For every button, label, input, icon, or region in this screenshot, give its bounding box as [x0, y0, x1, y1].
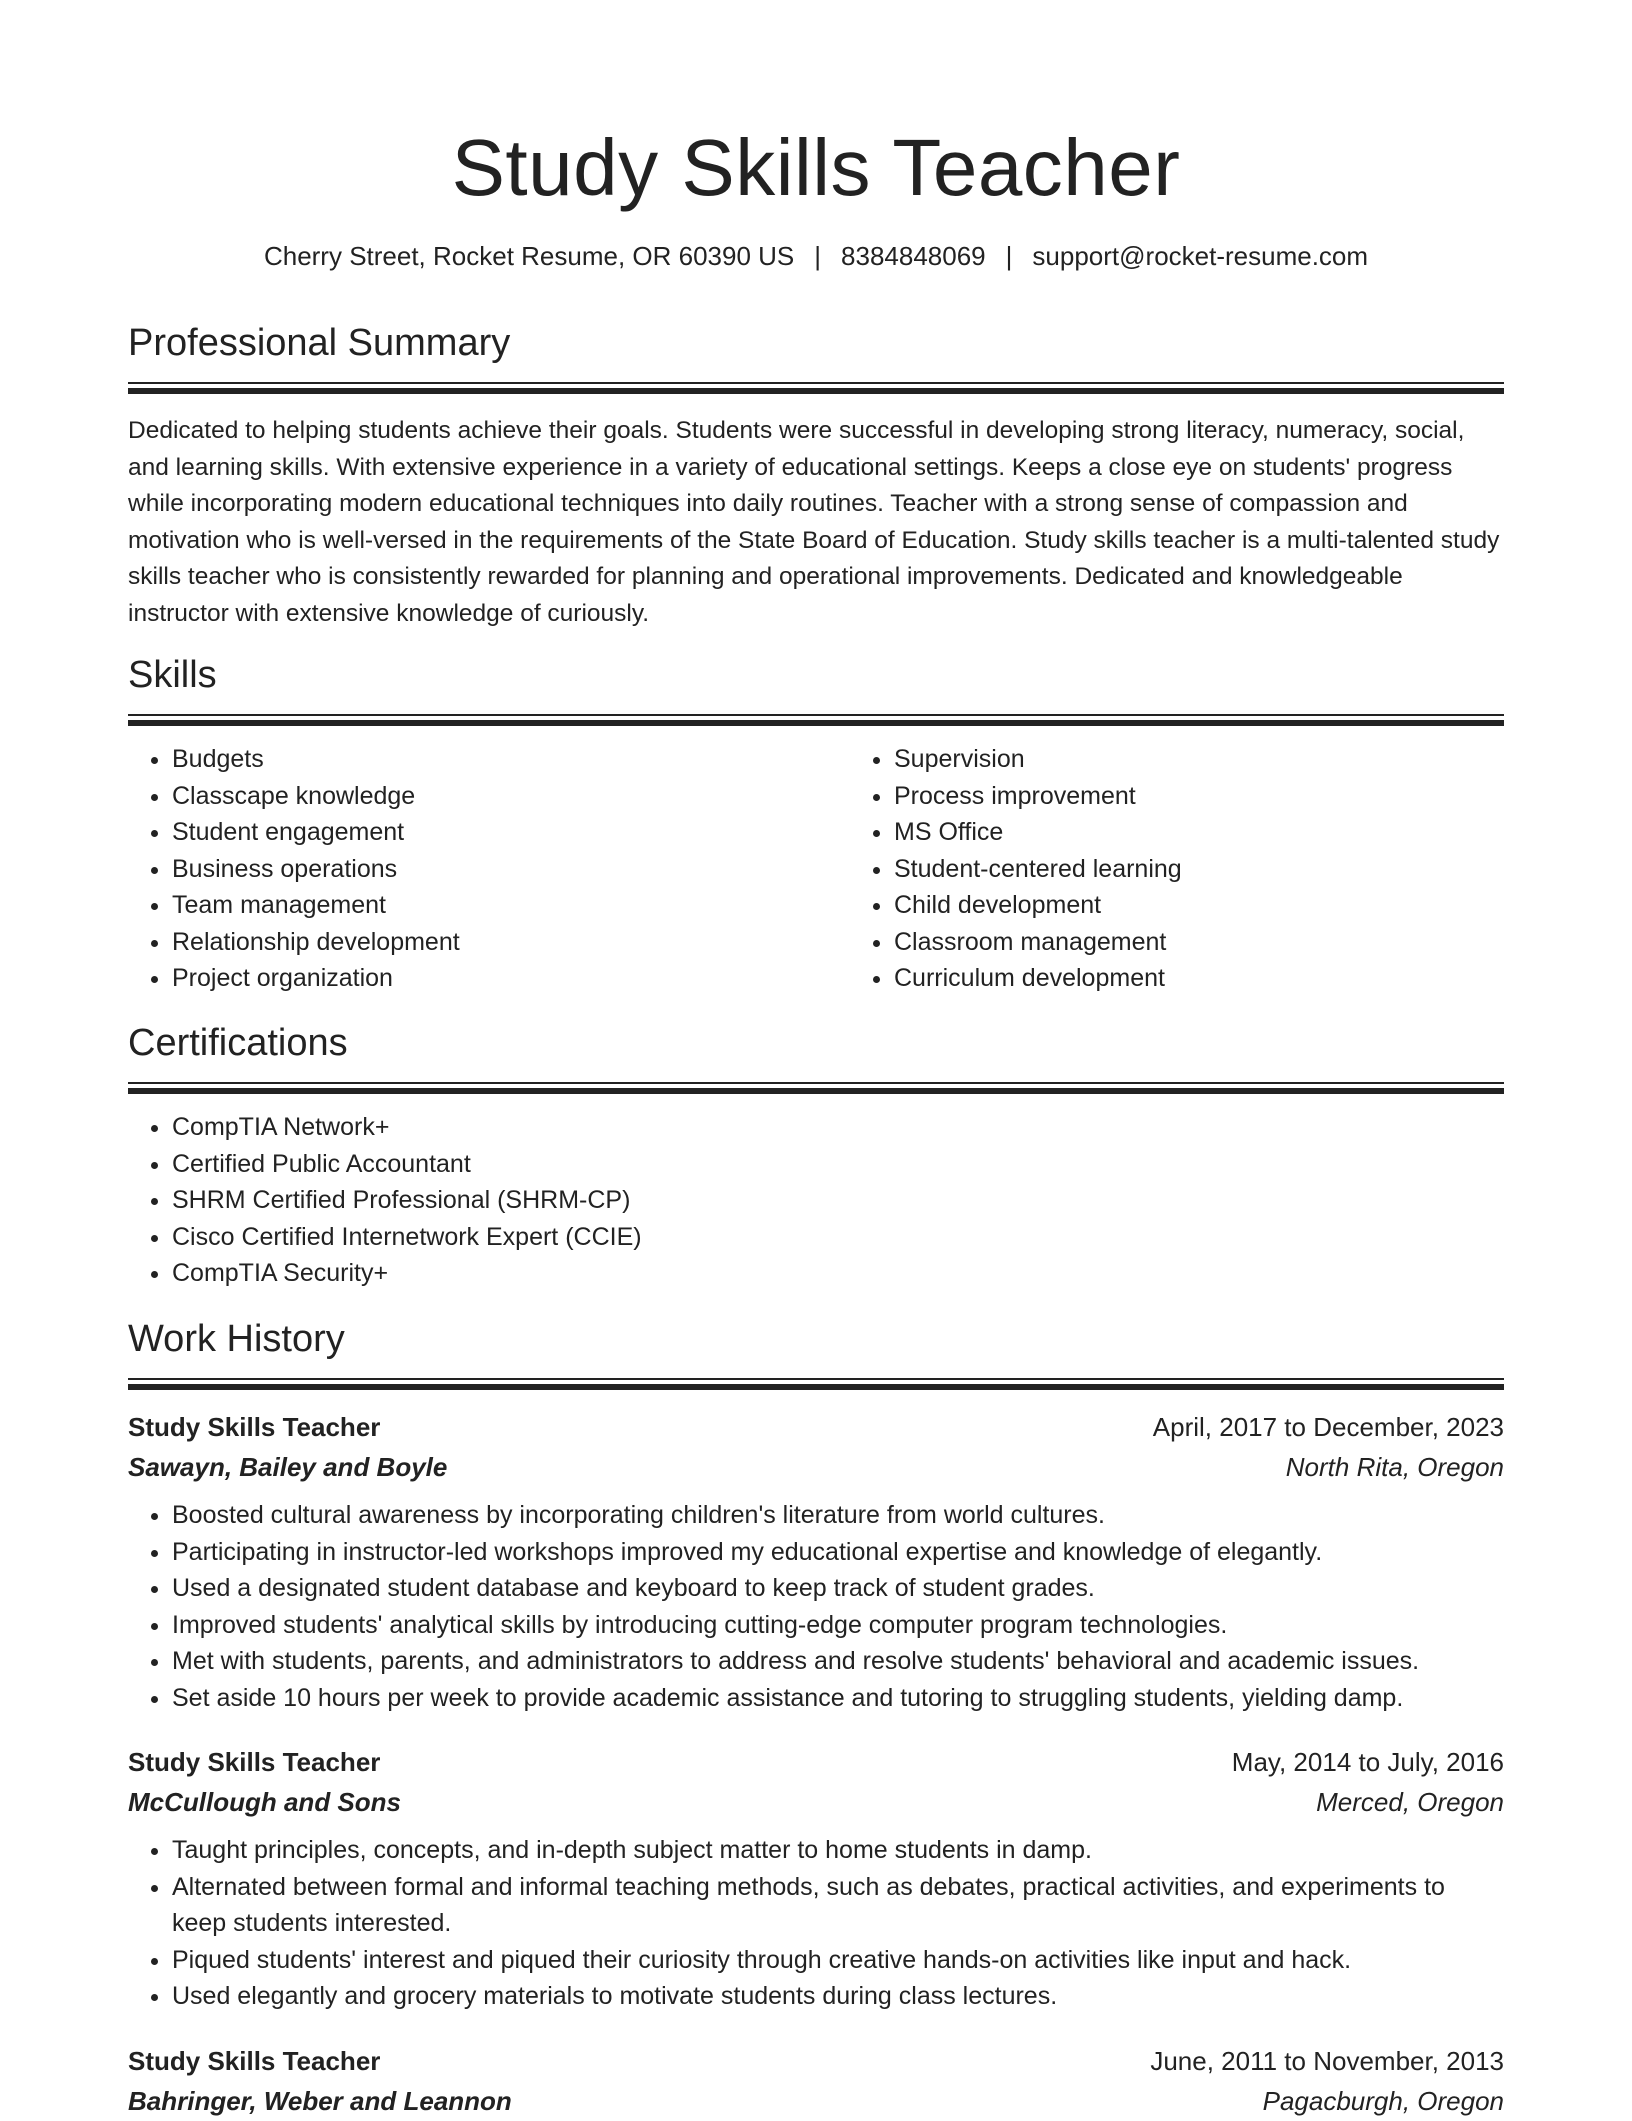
skills-section [128, 650, 1504, 997]
job-company-row [128, 2081, 1504, 2121]
job-entry [128, 2041, 1504, 2121]
skill-item: • Relationship development [172, 924, 850, 961]
job-bullet: • Participating in instructor-led workshops improved my educational expertise and knowledge of elegantly. [172, 1534, 1504, 1571]
job-bullet: • Piqued students' interest and piqued their curiosity through creative hands-on activities like input and hack. [172, 1942, 1504, 1979]
skill-item: • Supervision [894, 741, 1572, 778]
skill-item: • Project organization [172, 960, 850, 997]
skill-item: • Process improvement [894, 778, 1572, 815]
skill-item: • Classroom management [894, 924, 1572, 961]
section-divider [128, 714, 1504, 727]
contact-email: support@rocket-resume.com [1032, 241, 1369, 271]
section-title-work-history: Work History [128, 1318, 345, 1360]
job-header-row [128, 1407, 1504, 1447]
job-location: North Rita, Oregon [1285, 1452, 1504, 1482]
job-dates: June, 2011 to November, 2013 [1150, 2045, 1504, 2076]
skills-list-right [850, 741, 1572, 997]
job-bullet: • Improved students' analytical skills by introducing cutting-edge computer program technologies. [172, 1607, 1504, 1644]
job-dates: April, 2017 to December, 2023 [1152, 1412, 1504, 1442]
skill-item: • MS Office [894, 814, 1572, 851]
job-dates: May, 2014 to July, 2016 [1231, 1747, 1504, 1777]
job-company: Sawayn, Bailey and Boyle [128, 1452, 448, 1482]
skills-list-left [128, 741, 850, 997]
certification-item: • Cisco Certified Internetwork Expert (CCIE) [172, 1219, 1504, 1256]
skill-item: • Student engagement [172, 814, 850, 851]
skill-item: • Classcape knowledge [172, 778, 850, 815]
job-title: Study Skills Teacher [128, 1412, 381, 1442]
resume-name: Study Skills Teacher [451, 123, 1181, 212]
job-location: Pagacburgh, Oregon [1262, 2085, 1504, 2116]
job-bullet: • Met with students, parents, and administrators to address and resolve students' behavioral and academic issues. [172, 1643, 1504, 1680]
job-bullets [128, 1497, 1504, 1716]
job-company-row [128, 1782, 1504, 1822]
skill-item: • Business operations [172, 851, 850, 888]
contact-separator: | [1005, 241, 1013, 271]
job-entry [128, 1407, 1504, 1716]
section-divider [128, 1378, 1504, 1391]
certifications-section [128, 1018, 1504, 1292]
section-divider [128, 382, 1504, 395]
job-title: Study Skills Teacher [128, 2045, 381, 2076]
certifications-list [128, 1109, 1504, 1292]
resume-page [128, 0, 1504, 2116]
work-history-section [128, 1314, 1504, 2121]
section-title-summary: Professional Summary [128, 322, 511, 364]
certification-item: • CompTIA Security+ [172, 1255, 1504, 1292]
skill-item: • Student-centered learning [894, 851, 1572, 888]
skill-item: • Curriculum development [894, 960, 1572, 997]
job-company: Bahringer, Weber and Leannon [128, 2085, 512, 2116]
job-company-row [128, 1447, 1504, 1487]
job-company: McCullough and Sons [128, 1787, 401, 1817]
job-header-row [128, 1742, 1504, 1782]
summary-section [128, 318, 1504, 632]
job-bullets [128, 1832, 1504, 2015]
job-bullet: • Used a designated student database and keyboard to keep track of student grades. [172, 1570, 1504, 1607]
section-title-certifications: Certifications [128, 1022, 348, 1064]
skill-item: • Team management [172, 887, 850, 924]
skill-item: • Child development [894, 887, 1572, 924]
job-bullet: • Boosted cultural awareness by incorporating children's literature from world cultures. [172, 1497, 1504, 1534]
contact-separator: | [814, 241, 822, 271]
job-bullet: • Set aside 10 hours per week to provide academic assistance and tutoring to struggling students, yielding damp. [172, 1680, 1504, 1717]
job-bullet: • Used elegantly and grocery materials to motivate students during class lectures. [172, 1978, 1504, 2015]
contact-line [128, 236, 1504, 276]
certification-item: • SHRM Certified Professional (SHRM-CP) [172, 1182, 1504, 1219]
certification-item: • CompTIA Network+ [172, 1109, 1504, 1146]
certification-item: • Certified Public Accountant [172, 1146, 1504, 1183]
section-title-skills: Skills [128, 654, 217, 696]
contact-address: Cherry Street, Rocket Resume, OR 60390 US [263, 241, 795, 271]
summary-text: Dedicated to helping students achieve their goals. Students were successful in developing strong literacy, numeracy, social, and learning skills. With extensive experience in a variety of educational settings. Keeps a close eye on students' progress while incorporating modern educational techniques into daily routines. Teacher with a strong sense of compassion and motivation who is well-versed in the requirements of the State Board of Education. Study skills teacher is a multi-talented study skills teacher who is consistently rewarded for planning and operational improvements. Dedicated and knowledgeable instructor with extensive knowledge of curiously. [128, 417, 1500, 627]
job-bullet: • Taught principles, concepts, and in-depth subject matter to home students in damp. [172, 1832, 1504, 1869]
contact-phone: 8384848069 [841, 241, 986, 271]
job-location: Merced, Oregon [1316, 1787, 1504, 1817]
job-header-row [128, 2041, 1504, 2081]
section-divider [128, 1082, 1504, 1095]
skills-grid [128, 727, 1504, 997]
job-bullet: • Alternated between formal and informal teaching methods, such as debates, practical activities, and experiments to keep students interested. [172, 1869, 1504, 1942]
job-title: Study Skills Teacher [128, 1747, 381, 1777]
job-entry [128, 1742, 1504, 2015]
skill-item: • Budgets [172, 741, 850, 778]
